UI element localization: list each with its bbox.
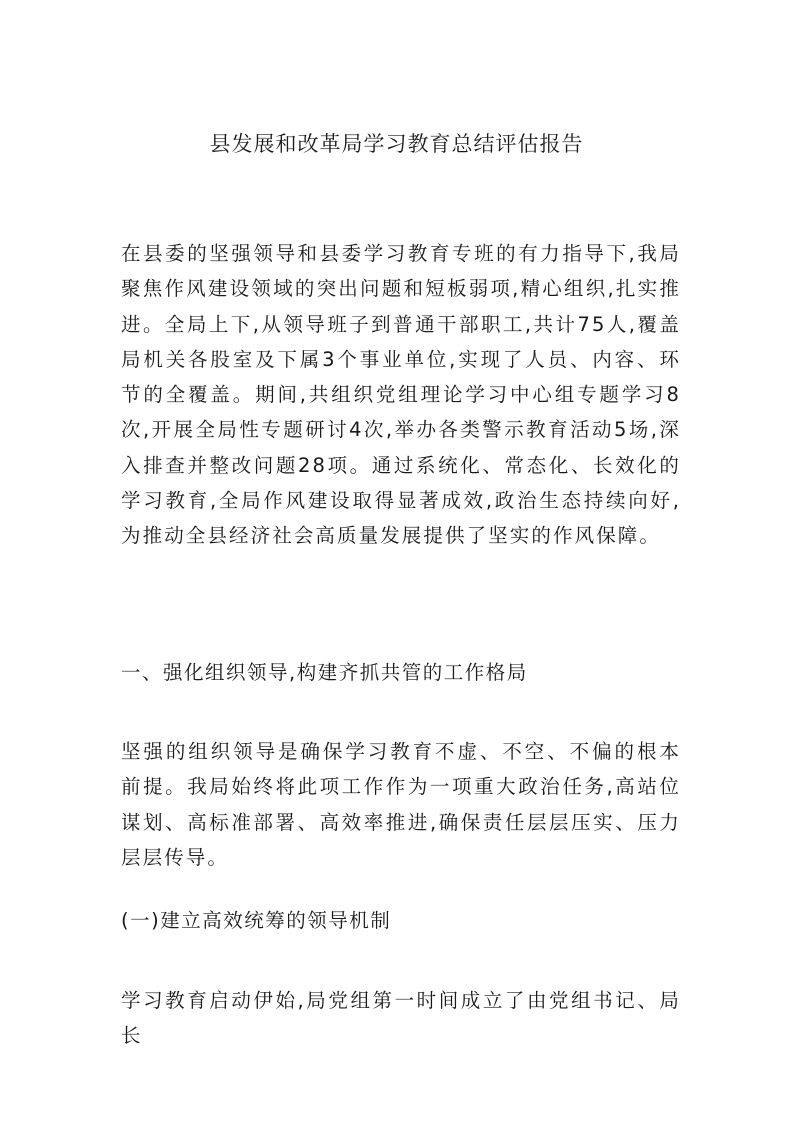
intro-paragraph: 在县委的坚强领导和县委学习教育专班的有力指导下,我局聚焦作风建设领域的突出问题和短板弱项,精心组织,扎实推进。全局上下,从领导班子到普通干部职工,共计75人,覆盖局机关各股室及下属3个事业单位,实现了人员、内容、环节的全覆盖。期间,共组织党组理论学习中心组专题学习8次,开展全局性专题研讨4次,举办各类警示教育活动5场,深入排查并整改问题28项。通过系统化、常态化、长效化的学习教育,全局作风建设取得显著成效,政治生态持续向好,为推动全县经济社会高质量发展提供了坚实的作风保障。 xyxy=(121,242,681,548)
section-1-heading: 一、强化组织领导,构建齐抓共管的工作格局 xyxy=(121,661,528,684)
section-1-paragraph: 坚强的组织领导是确保学习教育不虚、不空、不偏的根本前提。我局始终将此项工作作为一项重大政治任务,高站位谋划、高标准部署、高效率推进,确保责任层层压实、压力层层传导。 xyxy=(121,740,681,869)
document-title: 县发展和改革局学习教育总结评估报告 xyxy=(209,132,584,156)
subsection-1-heading: (一)建立高效统筹的领导机制 xyxy=(121,909,392,932)
subsection-1-paragraph: 学习教育启动伊始,局党组第一时间成立了由党组书记、局长 xyxy=(121,989,681,1048)
